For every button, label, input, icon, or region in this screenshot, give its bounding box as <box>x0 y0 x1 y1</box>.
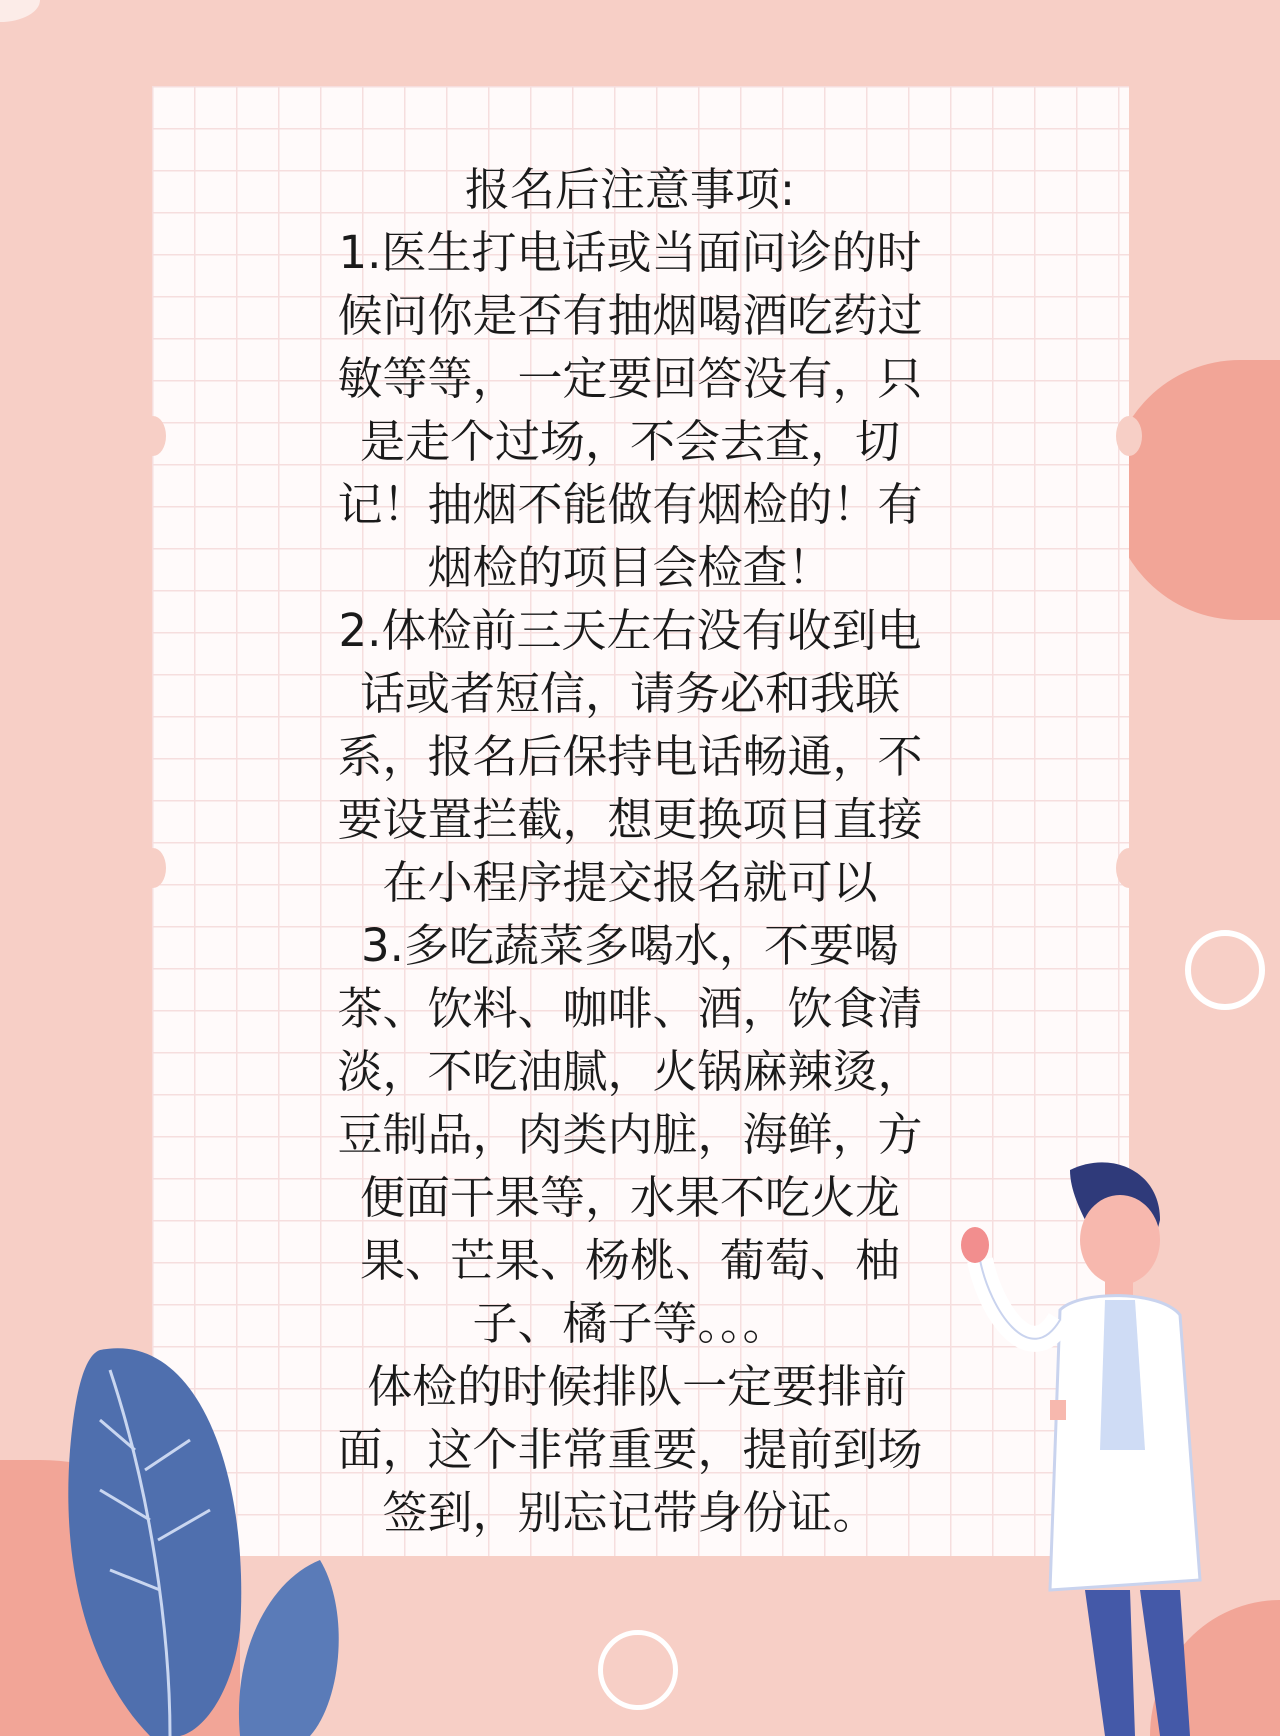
notice-line: 要设置拦截，想更换项目直接 <box>337 793 923 846</box>
notice-line: 豆制品，肉类内脏，海鲜，方 <box>337 1108 923 1161</box>
notice-line: 子、橘子等。。。 <box>472 1297 788 1350</box>
notice-text <box>300 158 960 1544</box>
notice-line: 在小程序提交报名就可以 <box>382 856 878 909</box>
notice-line: 体检的时候排队一定要排前 <box>352 1360 908 1413</box>
notice-line: 候问你是否有抽烟喝酒吃药过 <box>337 289 923 342</box>
notice-line: 1.医生打电话或当面问诊的时 <box>338 226 922 279</box>
leaf-shape <box>68 1348 241 1736</box>
decor-ring-bottom <box>598 1630 678 1710</box>
notice-line: 淡，不吃油腻，火锅麻辣烫， <box>337 1045 923 1098</box>
doctor-arm <box>980 1260 1060 1339</box>
decor-circle-top-left <box>0 0 40 22</box>
notice-line: 2.体检前三天左右没有收到电 <box>338 604 922 657</box>
doctor-pants <box>1085 1590 1190 1736</box>
paper-notch <box>140 416 166 456</box>
notice-line: 签到，别忘记带身份证。 <box>382 1486 878 1539</box>
notice-line: 敏等等，一定要回答没有，只 <box>337 352 923 405</box>
notice-line: 茶、饮料、咖啡、酒，饮食清 <box>337 982 923 1035</box>
notice-line: 是走个过场，不会去查，切 <box>359 415 900 468</box>
notice-line: 系，报名后保持电话畅通，不 <box>337 730 923 783</box>
notice-line: 话或者短信，请务必和我联 <box>359 667 900 720</box>
decor-circle-right <box>1110 360 1280 620</box>
decor-ring-right <box>1185 930 1265 1010</box>
notice-line: 烟检的项目会检查！ <box>427 541 833 594</box>
notice-line: 面，这个非常重要，提前到场 <box>337 1423 923 1476</box>
paper-notch <box>1116 848 1142 888</box>
notice-line: 便面干果等，水果不吃火龙 <box>359 1171 900 1224</box>
doctor-hand <box>961 1227 989 1263</box>
notice-line: 3.多吃蔬菜多喝水，不要喝 <box>361 919 899 972</box>
notice-title: 报名后注意事项: <box>464 163 796 216</box>
leaf-shape <box>239 1560 339 1736</box>
notice-line: 果、芒果、杨桃、葡萄、柚 <box>359 1234 900 1287</box>
doctor-other-hand <box>1050 1400 1066 1420</box>
leaf-plant-illustration <box>40 1330 360 1736</box>
paper-notch <box>1116 416 1142 456</box>
doctor-illustration <box>920 1150 1220 1736</box>
notice-line: 记！抽烟不能做有烟检的！有 <box>337 478 923 531</box>
paper-notch <box>140 848 166 888</box>
doctor-face <box>1080 1195 1160 1285</box>
